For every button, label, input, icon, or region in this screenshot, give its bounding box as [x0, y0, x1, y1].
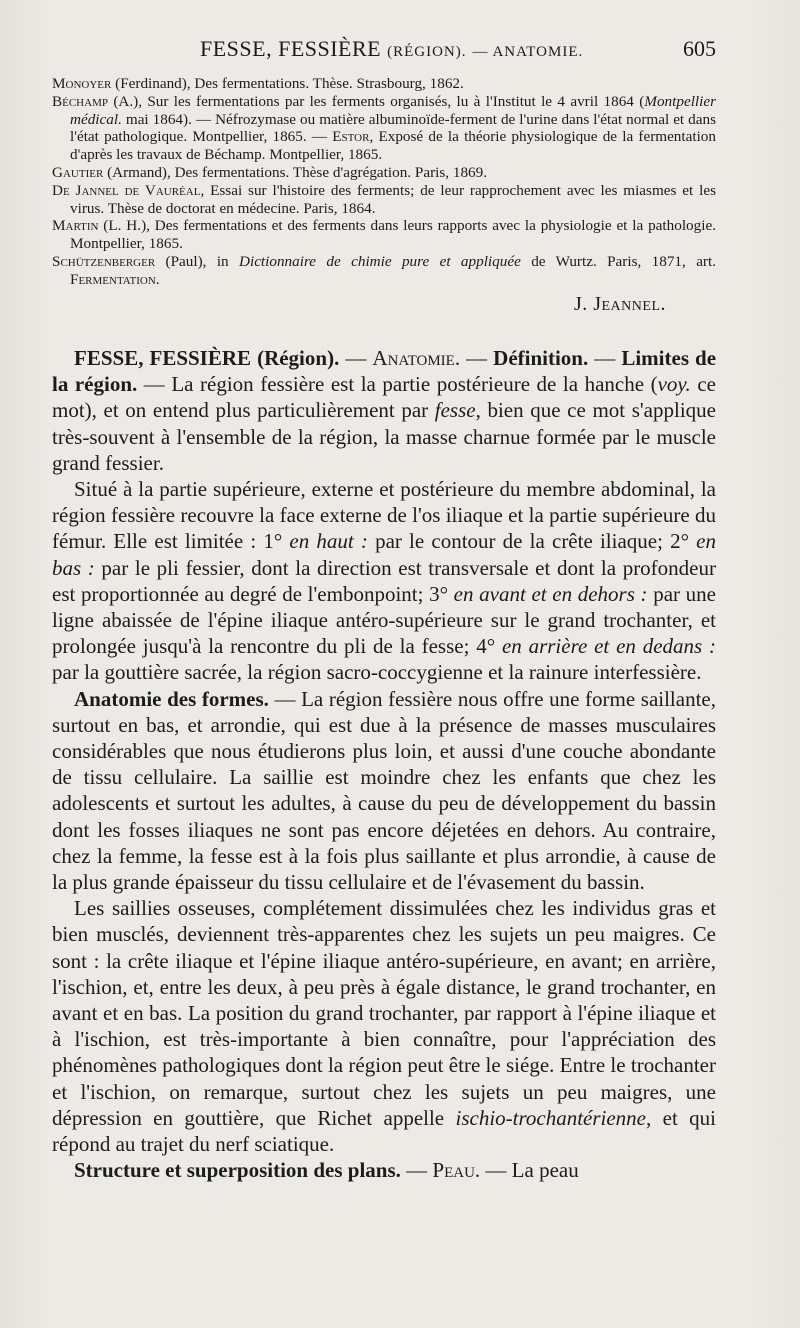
- biblio-text: (Ferdinand), Des fermentations. Thèse. Strasbourg, 1862.: [111, 75, 464, 92]
- biblio-author: Gautier: [52, 163, 104, 181]
- paragraph-text: Situé à la partie supérieure, externe et postérieure du membre abdominal, la région fessière recouvre la face externe de l'os iliaque et la partie supérieure du fémur. Elle est limitée : 1°: [52, 477, 716, 554]
- biblio-entry: [52, 217, 716, 253]
- article-heading: FESSE, FESSIÈRE (Région).: [74, 346, 340, 370]
- biblio-entry: [52, 93, 716, 164]
- biblio-author: De Jannel de Vauréal: [52, 181, 201, 199]
- running-head-section: — ANATOMIE.: [472, 44, 584, 60]
- paragraph-text: , et qui répond au trajet du nerf sciatique.: [52, 1105, 716, 1157]
- author-signature: J. Jeannel.: [573, 293, 666, 315]
- biblio-entry: [52, 164, 716, 182]
- paragraph-limits: [52, 476, 716, 686]
- biblio-journal: Montpellier médical.: [70, 92, 716, 128]
- biblio-text: de Wurtz. Paris, 1871, art.: [520, 252, 717, 270]
- biblio-text: , Essai sur l'histoire des ferments; de leur rapprochement avec les miasmes et les virus. Thèse de doctorat en médecine. Paris, 1864.: [70, 181, 716, 217]
- heading-separator: . —: [454, 346, 494, 370]
- biblio-text: (Paul), in: [155, 252, 239, 270]
- running-head-title: [200, 36, 583, 62]
- biblio-article-ref: Fermentation: [70, 270, 156, 288]
- running-head: [52, 36, 716, 70]
- biblio-text: (L. H.), Des fermentations et des ferments dans leurs rapports avec la physiologie et la pathologie. Montpellier, 1865.: [70, 217, 716, 253]
- paragraph-structure: [52, 1157, 716, 1183]
- subsection-heading: Anatomie des formes.: [74, 686, 269, 711]
- biblio-text: , Exposé de la théorie physiologique de la fermentation d'après les travaux de Béchamp. Montpellier, 1865.: [70, 128, 716, 164]
- paragraph-italic: fesse: [434, 398, 476, 423]
- running-head-main: FESSE, FESSIÈRE: [200, 36, 382, 61]
- paragraph-definition: [52, 345, 716, 476]
- biblio-text: mai 1864). — Néfrozymase ou matière albuminoïde-ferment de l'urine dans l'état normal et dans l'état pathologique. Montpellier, 1865. —: [70, 110, 716, 146]
- paragraph-text: par la gouttière sacrée, la région sacro-coccygienne et la rainure interfessière.: [52, 660, 702, 685]
- paragraph-italic: ischio-trochantérienne: [455, 1105, 647, 1130]
- subsection-heading: Structure et superposition des plans.: [74, 1158, 401, 1183]
- heading-peau: Peau.: [432, 1158, 481, 1183]
- paragraph-italic: en bas :: [52, 529, 716, 580]
- biblio-text: .: [155, 270, 160, 288]
- paragraph-text: par le contour de la crête iliaque; 2°: [367, 529, 697, 554]
- heading-separator: —: [588, 346, 622, 370]
- paragraph-italic: en haut :: [289, 529, 368, 554]
- article-body: [52, 345, 716, 1184]
- biblio-text: (A.), Sur les fermentations par les ferments organisés, lu à l'Institut le 4 avril 1864 (: [107, 92, 645, 110]
- paragraph-text: — La peau: [480, 1158, 579, 1183]
- biblio-author: Martin: [52, 217, 99, 235]
- paragraph-text: ce mot), et on entend plus particulièrement par: [52, 372, 716, 423]
- paragraph-text: , bien que ce mot s'applique très-souvent à l'ensemble de la région, la masse charnue formée par le muscle grand fessier.: [52, 398, 716, 475]
- paragraph-text: par une ligne abaissée de l'épine iliaque antéro-supérieure sur le grand trochanter, et prolongée jusqu'à la rencontre du pli de la fesse; 4°: [52, 581, 716, 659]
- biblio-entry: [52, 75, 716, 93]
- biblio-entry: [52, 182, 716, 218]
- paragraph-italic: en avant et en dehors :: [453, 581, 648, 606]
- biblio-author: Estor: [332, 128, 370, 146]
- biblio-work-title: Dictionnaire de chimie pure et appliquée: [239, 252, 521, 270]
- paragraph-forms: [52, 686, 716, 896]
- heading-separator: —: [400, 1158, 433, 1183]
- biblio-entry: [52, 253, 716, 289]
- paragraph-text: — La région fessière est la partie postérieure de la hanche (: [137, 372, 658, 397]
- bibliography: [52, 75, 716, 289]
- page-number: 605: [683, 36, 716, 61]
- heading-definition: Définition.: [493, 346, 589, 370]
- heading-separator: —: [339, 346, 373, 370]
- paragraph-bones: [52, 895, 716, 1157]
- paragraph-text: par le pli fessier, dont la direction est transversale et dont la profondeur est proportionnée au degré de l'embonpoint; 3°: [52, 555, 716, 606]
- running-head-region: (RÉGION).: [387, 44, 467, 60]
- heading-limites: Limites de la région.: [52, 346, 717, 397]
- paragraph-text: — La région fessière nous offre une forme saillante, surtout en bas, et arrondie, qui est due à la présence de masses musculaires considérables que nous étudierons plus loin, et aussi d'une couche abondante de tissu cellulaire. La saillie est moindre chez les enfants que chez les adolescents et surtout les adultes, à cause du peu de développement du bassin dont les fosses iliaques ne sont pas encore déjetées en dehors. Au contraire, chez la femme, la fesse est à la fois plus saillante et plus arrondie, à cause de la plus grande épaisseur du tissu cellulaire et de l'évasement du bassin.: [52, 686, 716, 895]
- paragraph-text: Les saillies osseuses, complétement dissimulées chez les individus gras et bien musclés, deviennent très-apparentes chez les sujets un peu maigres. Ce sont : la crête iliaque et l'épine iliaque antéro-supérieure, en avant; en arrière, l'ischion, et, entre les deux, à peu près à égale distance, le grand trochanter, en avant et en bas. La position du grand trochanter, par rapport à l'épine iliaque et à l'ischion, est très-importante à bien connaître, pour l'appréciation des phénomènes pathologiques dont la région peut être le siége. Entre le trochanter et l'ischion, on remarque, surtout chez les sujets un peu maigres, une dépression en gouttière, que Richet appelle: [52, 896, 716, 1130]
- paragraph-italic: voy.: [657, 372, 691, 397]
- heading-anatomie: Anatomie: [372, 346, 455, 370]
- biblio-text: (Armand), Des fermentations. Thèse d'agrégation. Paris, 1869.: [103, 163, 488, 181]
- biblio-author: Béchamp: [52, 92, 108, 110]
- biblio-author: Monoyer: [52, 75, 112, 92]
- biblio-author: Schützenberger: [52, 252, 156, 270]
- paragraph-italic: en arrière et en dedans :: [501, 634, 716, 659]
